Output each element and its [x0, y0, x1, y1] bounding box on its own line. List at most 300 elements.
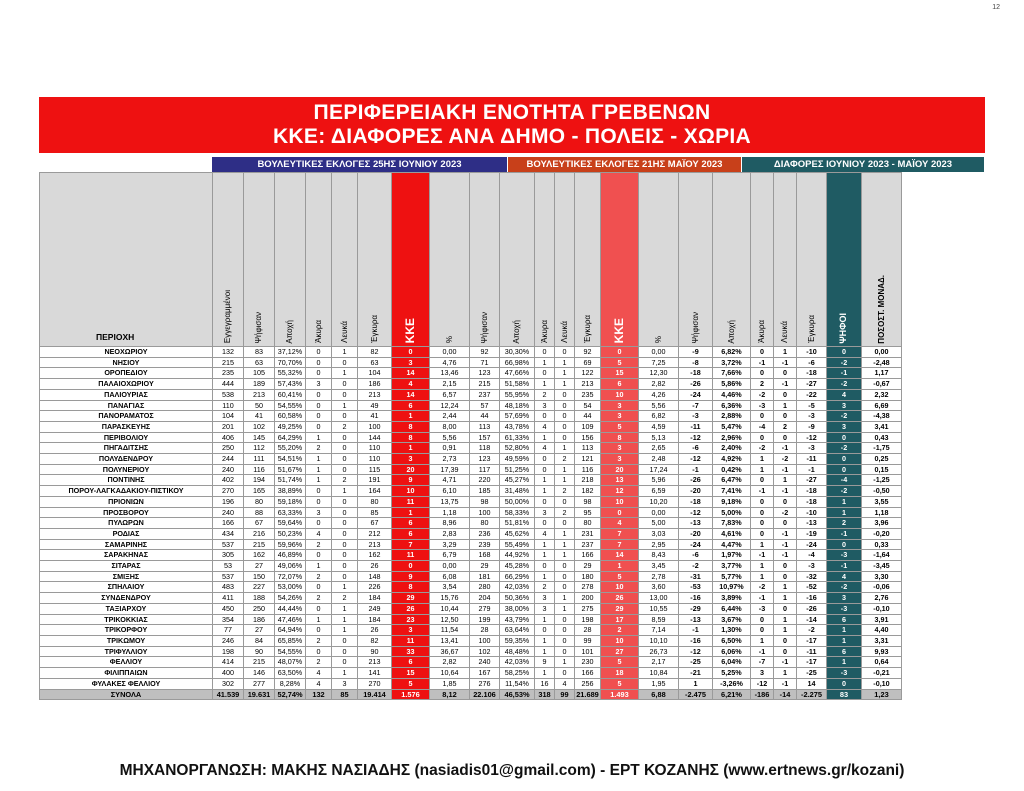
- table-cell: -6: [797, 357, 827, 368]
- table-cell: -21: [679, 668, 713, 679]
- table-cell: 58,33%: [500, 507, 535, 518]
- table-cell: 1: [555, 657, 575, 668]
- table-cell: 16: [535, 678, 555, 689]
- table-cell: 20: [601, 464, 639, 475]
- table-cell: 51,81%: [500, 518, 535, 529]
- table-cell: 215: [244, 657, 275, 668]
- table-cell: 6: [827, 614, 862, 625]
- table-cell: 0: [555, 432, 575, 443]
- table-cell: 11,54%: [500, 678, 535, 689]
- table-cell: -7: [679, 400, 713, 411]
- column-header-label: Έγκυρα: [369, 315, 379, 344]
- table-cell: 6,47%: [713, 475, 751, 486]
- table-cell: 7: [601, 539, 639, 550]
- table-cell: 51,58%: [500, 379, 535, 390]
- area-name-cell: ΝΕΟΧΩΡΙΟΥ: [40, 347, 213, 358]
- table-cell: 0: [827, 347, 862, 358]
- table-cell: 8: [392, 582, 430, 593]
- column-header-label: Λευκά: [339, 321, 349, 344]
- area-name-cell: ΦΙΛΙΠΠΑΙΩΝ: [40, 668, 213, 679]
- table-cell: 12,30: [639, 368, 679, 379]
- table-cell: -1: [751, 550, 774, 561]
- table-cell: 0: [306, 518, 332, 529]
- table-cell: -1: [774, 550, 797, 561]
- table-cell: 1: [555, 357, 575, 368]
- table-cell: 2,76: [862, 593, 902, 604]
- table-row: [40, 454, 902, 465]
- table-cell: 166: [575, 668, 601, 679]
- table-cell: -14: [774, 689, 797, 700]
- table-cell: 38,00%: [500, 603, 535, 614]
- table-cell: 8: [601, 432, 639, 443]
- table-cell: 10: [392, 486, 430, 497]
- table-cell: -18: [797, 368, 827, 379]
- table-cell: 240: [213, 464, 244, 475]
- table-cell: 44: [470, 411, 500, 422]
- column-header-may-voted: [470, 173, 500, 347]
- table-cell: 59,35%: [500, 635, 535, 646]
- table-cell: 213: [575, 379, 601, 390]
- table-cell: 1: [306, 464, 332, 475]
- table-cell: 0: [774, 561, 797, 572]
- table-cell: -11: [797, 454, 827, 465]
- table-cell: 2: [306, 657, 332, 668]
- table-cell: 92: [470, 347, 500, 358]
- table-cell: 0: [306, 496, 332, 507]
- table-cell: 1: [332, 486, 358, 497]
- table-cell: 0: [306, 389, 332, 400]
- table-cell: 2,73: [430, 454, 470, 465]
- table-cell: -3: [797, 411, 827, 422]
- table-cell: -7: [751, 657, 774, 668]
- section-header-diff: ΔΙΑΦΟΡΕΣ ΙΟΥΝΙΟΥ 2023 - ΜΑΪΟΥ 2023: [742, 157, 984, 172]
- area-name-cell: ΡΟΔΙΑΣ: [40, 528, 213, 539]
- table-row: [40, 518, 902, 529]
- table-cell: -53: [679, 582, 713, 593]
- table-cell: -24: [679, 389, 713, 400]
- table-cell: 46,53%: [500, 689, 535, 700]
- column-header-label: ΨΗΦΟΙ: [838, 312, 849, 344]
- table-cell: 2,95: [639, 539, 679, 550]
- table-cell: 0: [332, 550, 358, 561]
- table-cell: 60,58%: [275, 411, 306, 422]
- area-name-cell: ΤΑΞΙΑΡΧΟΥ: [40, 603, 213, 614]
- table-cell: 0: [751, 411, 774, 422]
- table-cell: 216: [244, 528, 275, 539]
- table-cell: 0: [306, 411, 332, 422]
- table-cell: -1: [797, 464, 827, 475]
- column-header-june-abstention: [275, 173, 306, 347]
- table-cell: 50,00%: [500, 496, 535, 507]
- table-cell: -0,06: [862, 582, 902, 593]
- table-cell: 59,96%: [275, 539, 306, 550]
- table-cell: 240: [213, 507, 244, 518]
- table-cell: 122: [575, 368, 601, 379]
- table-cell: 2: [555, 507, 575, 518]
- table-row: [40, 400, 902, 411]
- table-cell: -16: [679, 635, 713, 646]
- table-cell: 0: [332, 379, 358, 390]
- table-cell: 201: [213, 421, 244, 432]
- table-cell: 354: [213, 614, 244, 625]
- table-cell: 1: [555, 528, 575, 539]
- table-cell: 3,03: [639, 528, 679, 539]
- table-row: [40, 646, 902, 657]
- table-cell: 51,25%: [500, 464, 535, 475]
- table-cell: 53,00%: [275, 582, 306, 593]
- table-cell: 5: [601, 657, 639, 668]
- table-cell: 66,98%: [500, 357, 535, 368]
- table-cell: 29: [470, 561, 500, 572]
- table-cell: 0: [306, 646, 332, 657]
- column-header-label: Αποχή: [726, 319, 736, 344]
- table-cell: 213: [244, 389, 275, 400]
- table-cell: 198: [213, 646, 244, 657]
- area-name-cell: ΦΥΛΑΚΕΣ ΦΕΛΛΙΟΥ: [40, 678, 213, 689]
- table-cell: 1: [555, 539, 575, 550]
- table-cell: 1: [601, 561, 639, 572]
- table-cell: 80: [470, 518, 500, 529]
- table-cell: 4,61%: [713, 528, 751, 539]
- table-cell: 5,77%: [713, 571, 751, 582]
- table-cell: 115: [358, 464, 392, 475]
- area-name-cell: ΣΥΝΟΛΑ: [40, 689, 213, 700]
- table-cell: 1: [774, 593, 797, 604]
- table-cell: 44,44%: [275, 603, 306, 614]
- table-cell: 43,78%: [500, 421, 535, 432]
- table-cell: 184: [358, 614, 392, 625]
- table-cell: 3: [827, 593, 862, 604]
- table-cell: 8,00: [430, 421, 470, 432]
- table-cell: 23: [392, 614, 430, 625]
- table-cell: 8,12: [430, 689, 470, 700]
- table-cell: 2: [332, 421, 358, 432]
- table-cell: 215: [213, 357, 244, 368]
- table-cell: 13,75: [430, 496, 470, 507]
- table-cell: 45,28%: [500, 561, 535, 572]
- table-cell: 276: [470, 678, 500, 689]
- table-cell: 1: [555, 379, 575, 390]
- results-table: [39, 172, 902, 700]
- table-cell: 0: [827, 539, 862, 550]
- table-cell: 26: [392, 603, 430, 614]
- table-cell: 0: [306, 603, 332, 614]
- column-header-diff-voted: [679, 173, 713, 347]
- table-cell: 132: [213, 347, 244, 358]
- table-cell: -8: [679, 357, 713, 368]
- table-cell: 9,93: [862, 646, 902, 657]
- table-cell: 5: [601, 678, 639, 689]
- table-cell: 1: [535, 646, 555, 657]
- table-cell: 2,78: [639, 571, 679, 582]
- table-cell: 117: [470, 464, 500, 475]
- table-cell: 22.106: [470, 689, 500, 700]
- table-cell: -20: [679, 528, 713, 539]
- table-cell: 1: [306, 561, 332, 572]
- table-cell: 0: [555, 389, 575, 400]
- table-cell: 10,44: [430, 603, 470, 614]
- table-row: [40, 571, 902, 582]
- table-cell: 6,10: [430, 486, 470, 497]
- table-cell: -9: [797, 421, 827, 432]
- table-cell: -4,38: [862, 411, 902, 422]
- table-cell: 277: [244, 678, 275, 689]
- table-cell: 7,41%: [713, 486, 751, 497]
- table-cell: 55,49%: [500, 539, 535, 550]
- table-cell: -3,26%: [713, 678, 751, 689]
- table-cell: 26,73: [639, 646, 679, 657]
- table-cell: 1: [535, 357, 555, 368]
- table-cell: 3,91: [862, 614, 902, 625]
- table-cell: 5,56: [639, 400, 679, 411]
- table-cell: 30,30%: [500, 347, 535, 358]
- table-cell: 1.576: [392, 689, 430, 700]
- column-header-label: ΚΚΕ: [611, 317, 626, 344]
- table-cell: 105: [244, 368, 275, 379]
- area-name-cell: ΦΕΛΛΙΟΥ: [40, 657, 213, 668]
- table-cell: 3: [392, 454, 430, 465]
- table-cell: 0: [555, 400, 575, 411]
- table-cell: 0: [774, 368, 797, 379]
- table-cell: -2: [751, 443, 774, 454]
- table-cell: -4: [827, 475, 862, 486]
- table-cell: 4,46%: [713, 389, 751, 400]
- table-cell: 4: [306, 528, 332, 539]
- footer-credits: ΜΗΧΑΝΟΡΓΑΝΩΣΗ: ΜΑΚΗΣ ΝΑΣΙΑΔΗΣ (nasiadis01@gmail.com) - ΕΡΤ ΚΟΖΑΝΗΣ (www.ertnews.gr/kozani): [119, 762, 905, 779]
- table-row: [40, 550, 902, 561]
- column-header-label: ΠΟΣΟΣΤ. ΜΟΝΑΔ.: [876, 274, 886, 344]
- table-cell: 3,67%: [713, 614, 751, 625]
- table-cell: 5: [601, 421, 639, 432]
- table-cell: 3: [601, 411, 639, 422]
- table-cell: 99: [555, 689, 575, 700]
- table-cell: -26: [679, 379, 713, 390]
- table-cell: 146: [244, 668, 275, 679]
- table-cell: -2: [751, 582, 774, 593]
- table-cell: 186: [244, 614, 275, 625]
- table-cell: 6,88: [639, 689, 679, 700]
- table-cell: 1: [535, 379, 555, 390]
- table-cell: -26: [797, 603, 827, 614]
- table-cell: -3: [751, 603, 774, 614]
- section-header-may: ΒΟΥΛΕΥΤΙΚΕΣ ΕΚΛΟΓΕΣ 21ΗΣ ΜΑΪΟΥ 2023: [508, 157, 741, 172]
- table-cell: 188: [244, 593, 275, 604]
- table-cell: 237: [470, 389, 500, 400]
- table-cell: 3,41: [862, 421, 902, 432]
- table-cell: 110: [358, 454, 392, 465]
- table-cell: 7: [601, 528, 639, 539]
- table-cell: 0,00: [430, 561, 470, 572]
- table-cell: 194: [244, 475, 275, 486]
- table-cell: 95: [575, 507, 601, 518]
- table-cell: 1,18: [862, 507, 902, 518]
- table-cell: -2: [797, 625, 827, 636]
- table-cell: 41: [358, 411, 392, 422]
- table-cell: 55,32%: [275, 368, 306, 379]
- table-cell: 6: [601, 379, 639, 390]
- table-cell: 0: [751, 625, 774, 636]
- column-header-may-abstention: [500, 173, 535, 347]
- table-cell: 3,60: [639, 582, 679, 593]
- column-header-label: Αποχή: [285, 319, 295, 344]
- table-cell: -1: [774, 464, 797, 475]
- table-cell: 0: [332, 518, 358, 529]
- area-name-cell: ΣΥΝΔΕΝΔΡΟΥ: [40, 593, 213, 604]
- table-cell: 10,84: [639, 668, 679, 679]
- table-cell: 1: [774, 475, 797, 486]
- table-cell: 0: [751, 347, 774, 358]
- table-cell: -27: [797, 379, 827, 390]
- table-cell: 2,88%: [713, 411, 751, 422]
- table-cell: 3: [535, 507, 555, 518]
- table-cell: 166: [213, 518, 244, 529]
- table-cell: 6,50%: [713, 635, 751, 646]
- table-cell: 1: [535, 571, 555, 582]
- column-header-may-kke: [601, 173, 639, 347]
- table-cell: 8: [392, 432, 430, 443]
- column-header-diff-abstention: [713, 173, 751, 347]
- table-cell: 5,56: [430, 432, 470, 443]
- table-cell: 3: [535, 593, 555, 604]
- table-cell: 4: [392, 379, 430, 390]
- table-cell: 36,67: [430, 646, 470, 657]
- column-header-label: Έγκυρα: [582, 315, 592, 344]
- table-cell: 0: [535, 454, 555, 465]
- table-cell: -3,45: [862, 561, 902, 572]
- table-cell: 1: [555, 368, 575, 379]
- table-cell: 4: [827, 389, 862, 400]
- table-cell: 2: [601, 625, 639, 636]
- table-cell: 0: [332, 454, 358, 465]
- table-cell: 121: [575, 454, 601, 465]
- table-cell: -1: [827, 561, 862, 572]
- table-cell: 414: [213, 657, 244, 668]
- table-cell: 1: [306, 614, 332, 625]
- table-cell: 28: [575, 625, 601, 636]
- area-name-cell: ΤΡΙΚΟΡΦΟΥ: [40, 625, 213, 636]
- area-name-cell: ΠΑΝΟΡΑΜΑΤΟΣ: [40, 411, 213, 422]
- table-cell: 166: [575, 550, 601, 561]
- table-cell: 57,69%: [500, 411, 535, 422]
- table-cell: 237: [575, 539, 601, 550]
- table-cell: 7,25: [639, 357, 679, 368]
- column-header-area: ΠΕΡΙΟΧΗ: [40, 173, 213, 347]
- column-header-label: Αποχή: [512, 319, 522, 344]
- table-cell: -12: [679, 646, 713, 657]
- table-cell: -24: [797, 539, 827, 550]
- table-cell: 63,33%: [275, 507, 306, 518]
- column-header-june-voted: [244, 173, 275, 347]
- table-cell: 99: [575, 635, 601, 646]
- table-cell: 1: [751, 571, 774, 582]
- table-cell: 1: [392, 443, 430, 454]
- table-row: [40, 614, 902, 625]
- table-cell: -27: [797, 475, 827, 486]
- table-cell: 7,66%: [713, 368, 751, 379]
- table-row: [40, 625, 902, 636]
- table-cell: 6,36%: [713, 400, 751, 411]
- table-cell: 1: [751, 539, 774, 550]
- table-cell: 198: [575, 614, 601, 625]
- table-cell: 537: [213, 539, 244, 550]
- table-cell: 1: [306, 475, 332, 486]
- table-cell: -3: [797, 561, 827, 572]
- table-cell: -16: [797, 593, 827, 604]
- table-cell: 1: [332, 347, 358, 358]
- table-cell: 3,31: [862, 635, 902, 646]
- table-cell: 3,55: [862, 496, 902, 507]
- table-cell: 4,92%: [713, 454, 751, 465]
- table-cell: 2,48: [639, 454, 679, 465]
- area-name-cell: ΠΗΓΑΔΙΤΣΗΣ: [40, 443, 213, 454]
- column-header-june-percent: [430, 173, 470, 347]
- table-cell: -6: [679, 550, 713, 561]
- table-cell: 0: [332, 464, 358, 475]
- table-cell: 50,36%: [500, 593, 535, 604]
- table-cell: 3: [827, 400, 862, 411]
- table-cell: 10: [601, 582, 639, 593]
- area-name-cell: ΠΥΛΩΡΩΝ: [40, 518, 213, 529]
- table-cell: 213: [358, 389, 392, 400]
- table-cell: 186: [358, 379, 392, 390]
- table-cell: 199: [470, 614, 500, 625]
- table-cell: 8: [392, 421, 430, 432]
- table-cell: 2,32: [862, 389, 902, 400]
- column-header-june-kke: [392, 173, 430, 347]
- table-cell: 244: [213, 454, 244, 465]
- table-cell: 6,79: [430, 550, 470, 561]
- table-cell: 98: [575, 496, 601, 507]
- table-cell: 0: [555, 625, 575, 636]
- table-cell: 0: [774, 646, 797, 657]
- table-cell: 9: [392, 571, 430, 582]
- column-header-june-blank: [332, 173, 358, 347]
- table-cell: 10: [601, 496, 639, 507]
- table-cell: 1: [827, 657, 862, 668]
- table-cell: -32: [797, 571, 827, 582]
- table-cell: 52,74%: [275, 689, 306, 700]
- table-cell: -3: [797, 443, 827, 454]
- table-cell: 88: [244, 507, 275, 518]
- column-header-label: ΚΚΕ: [402, 317, 417, 344]
- table-cell: 123: [470, 454, 500, 465]
- table-cell: -1,64: [862, 550, 902, 561]
- table-cell: -1: [751, 357, 774, 368]
- table-cell: 14: [601, 550, 639, 561]
- table-cell: 48,18%: [500, 400, 535, 411]
- table-cell: 64,29%: [275, 432, 306, 443]
- table-cell: -17: [797, 635, 827, 646]
- table-cell: 230: [575, 657, 601, 668]
- table-cell: 1: [332, 368, 358, 379]
- table-cell: -4: [751, 421, 774, 432]
- area-name-cell: ΣΙΤΑΡΑΣ: [40, 561, 213, 572]
- table-cell: 3: [601, 400, 639, 411]
- table-cell: 1: [827, 507, 862, 518]
- table-cell: 10,55: [639, 603, 679, 614]
- column-header-label: Έγκυρα: [806, 315, 816, 344]
- table-cell: 0: [306, 625, 332, 636]
- table-cell: 1: [332, 614, 358, 625]
- table-cell: 0,15: [862, 464, 902, 475]
- table-cell: 19.414: [358, 689, 392, 700]
- table-cell: 17,39: [430, 464, 470, 475]
- table-cell: 15,76: [430, 593, 470, 604]
- table-cell: 167: [470, 668, 500, 679]
- table-cell: 26: [358, 561, 392, 572]
- table-cell: -13: [679, 518, 713, 529]
- table-cell: 3: [306, 507, 332, 518]
